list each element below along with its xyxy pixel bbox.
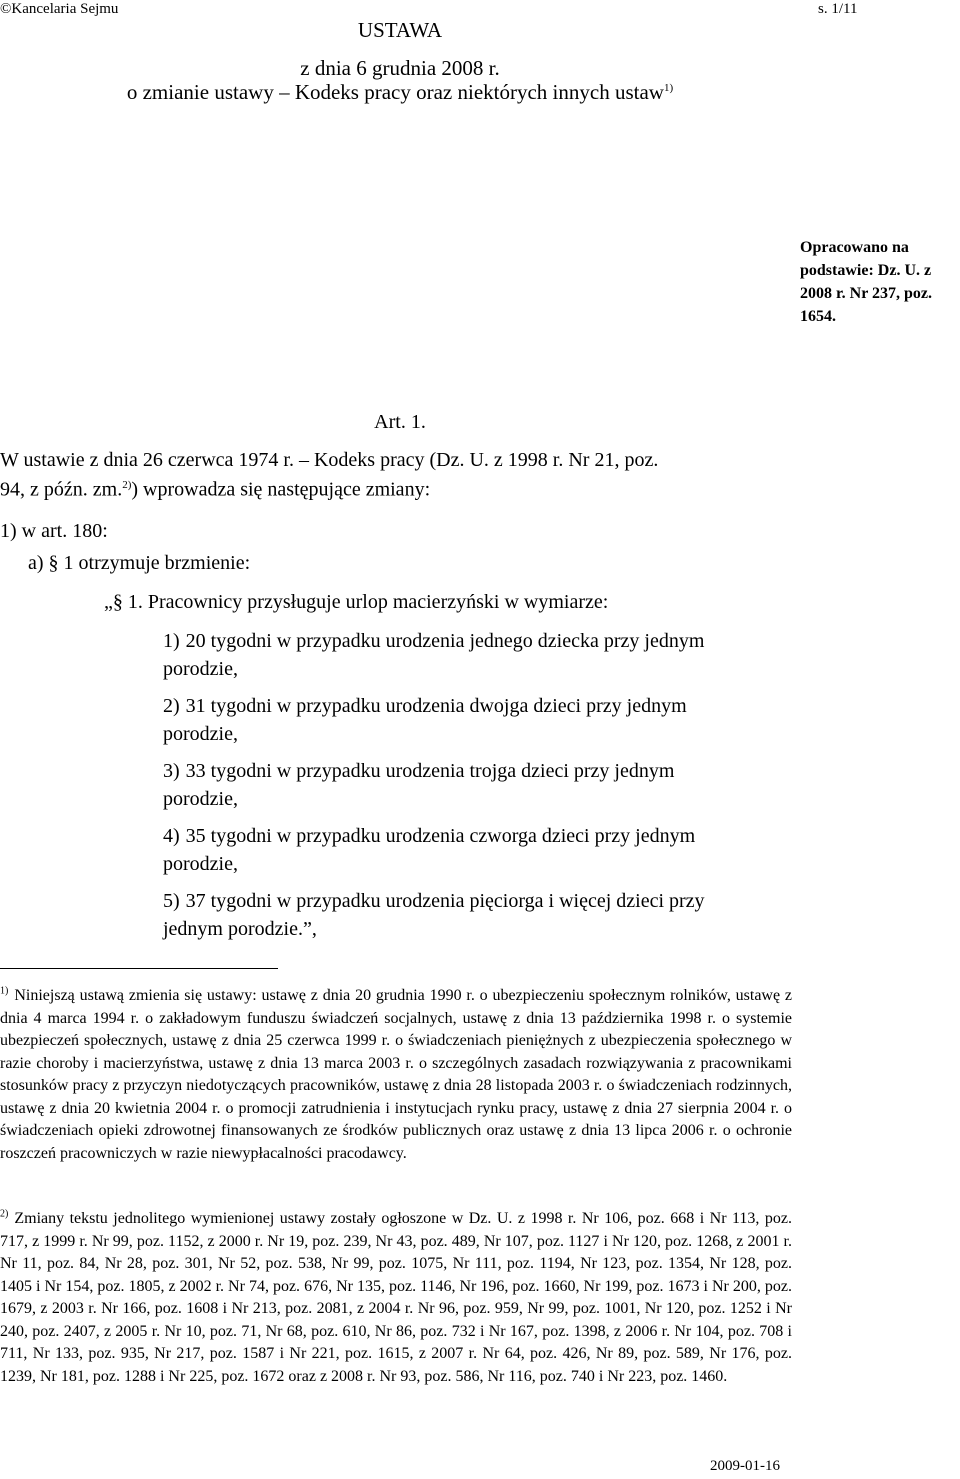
- list-item-text: 31 tygodni w przypadku urodzenia dwojga dzieci przy jednym: [185, 695, 687, 717]
- quoted-paragraph: „§ 1. Pracownicy przysługuje urlop macierzyński w wymiarze:: [104, 591, 609, 613]
- list-item-text: 35 tygodni w przypadku urodzenia czworga dzieci przy jednym: [185, 825, 696, 847]
- footnote-2-mark: 2): [0, 1208, 9, 1220]
- list-item-continuation: porodzie,: [163, 723, 238, 745]
- source-sidenote: Opracowano na podstawie: Dz. U. z 2008 r. Nr 237, poz. 1654.: [800, 239, 932, 325]
- list-item: [163, 757, 789, 813]
- article-intro-line2: [0, 473, 800, 502]
- article-intro-rest: ) wprowadza się następujące zmiany:: [131, 478, 431, 501]
- list-item-text: 20 tygodni w przypadku urodzenia jednego dziecka przy jednym: [185, 630, 705, 652]
- list-item: [163, 692, 789, 748]
- list-item-number: 2): [163, 695, 180, 717]
- list-item-number: 5): [163, 890, 180, 912]
- list-item-continuation: porodzie,: [163, 853, 238, 875]
- document-subject-text: o zmianie ustawy – Kodeks pracy oraz niektórych innych ustaw: [126, 80, 664, 104]
- footnote-ref-2: 2): [122, 479, 132, 491]
- article-intro-line1: W ustawie z dnia 26 czerwca 1974 r. – Kodeks pracy (Dz. U. z 1998 r. Nr 21, poz.: [0, 449, 659, 471]
- footnote-separator: [0, 968, 278, 969]
- point-1: 1) w art. 180:: [0, 520, 108, 542]
- list-item-continuation: porodzie,: [163, 658, 238, 680]
- document-subject: [0, 80, 800, 105]
- footnote-2: [0, 1208, 792, 1388]
- list-item: [163, 627, 789, 683]
- list-item: [163, 887, 789, 943]
- list-item-number: 1): [163, 630, 180, 652]
- header-page-number: s. 1/11: [818, 1, 858, 17]
- subpoint-a: a) § 1 otrzymuje brzmienie:: [28, 552, 251, 574]
- list-item-continuation: jednym porodzie.”,: [163, 918, 317, 940]
- document-kind: USTAWA: [357, 18, 443, 42]
- footnote-1: [0, 985, 792, 1165]
- footnote-2-text: Zmiany tekstu jednolitego wymienionej ustawy zostały ogłoszone w Dz. U. z 1998 r. Nr 106, poz. 668 i Nr 113, poz. 717, z 1999 r. Nr 99, poz. 1152, z 2000 r. Nr 19, poz. 239, Nr 43, poz. 489, Nr 107, poz. 1127 i Nr 120, poz. 1268, z 2001 r. Nr 11, poz. 84, Nr 28, poz. 301, Nr 52, poz. 538, Nr 99, poz. 1075, Nr 111, poz. 1194, Nr 123, poz. 1354, Nr 128, poz. 1405 i Nr 154, poz. 1805, z 2002 r. Nr 74, poz. 676, Nr 135, poz. 1146, Nr 196, poz. 1660, Nr 199, poz. 1673 i Nr 200, poz. 1679, z 2003 r. Nr 166, poz. 1608 i Nr 213, poz. 2081, z 2004 r. Nr 96, poz. 959, Nr 99, poz. 1001, Nr 120, poz. 1252 i Nr 240, poz. 2407, z 2005 r. Nr 10, poz. 71, Nr 68, poz. 610, Nr 86, poz. 732 i Nr 167, poz. 1398, z 2006 r. Nr 104, poz. 708 i 711, Nr 133, poz. 935, Nr 217, poz. 1587 i Nr 221, poz. 1615, z 2007 r. Nr 64, poz. 426, Nr 89, poz. 589, Nr 176, poz. 1239, Nr 181, poz. 1288 i Nr 225, poz. 1672 oraz z 2008 r. Nr 93, poz. 586, Nr 116, poz. 740 i Nr 223, poz. 1460.: [0, 1210, 792, 1385]
- footnote-1-text: Niniejszą ustawą zmienia się ustawy: ustawę z dnia 20 grudnia 1990 r. o ubezpieczeniu społecznym rolników, ustawę z dnia 4 marca 1994 r. o zakładowym funduszu świadczeń socjalnych, ustawę z dnia 13 października 1998 r. o systemie ubezpieczeń społecznych, ustawę z dnia 25 czerwca 1999 r. o świadczeniach pieniężnych z ubezpieczenia społecznego w razie choroby i macierzyństwa, ustawę z dnia 13 marca 2003 r. o szczególnych zasadach rozwiązywania z pracownikami stosunków pracy z przyczyn niedotyczących pracowników, ustawę z dnia 28 listopada 2003 r. o świadczeniach rodzinnych, ustawę z dnia 20 kwietnia 2004 r. o promocji zatrudnienia i instytucjach rynku pracy, ustawę z dnia 27 sierpnia 2004 r. o świadczeniach opieki zdrowotnej finansowanych ze środków publicznych oraz ustawę z dnia 13 lipca 2006 r. o ochronie roszczeń pracowniczych w razie niewypłacalności pracodawcy.: [0, 987, 792, 1162]
- article-heading: Art. 1.: [374, 411, 426, 433]
- list-item-number: 3): [163, 760, 180, 782]
- list-item: [163, 822, 789, 878]
- list-item-text: 37 tygodni w przypadku urodzenia pięciorga i więcej dzieci przy: [185, 890, 705, 912]
- footnote-1-mark: 1): [0, 985, 9, 997]
- document-date: z dnia 6 grudnia 2008 r.: [300, 56, 500, 80]
- list-item-text: 33 tygodni w przypadku urodzenia trojga dzieci przy jednym: [185, 760, 675, 782]
- list-item-continuation: porodzie,: [163, 788, 238, 810]
- footer-date: 2009-01-16: [710, 1458, 780, 1474]
- footnote-ref-1: 1): [663, 82, 674, 94]
- article-intro-text: 94, z późn. zm.: [0, 478, 123, 501]
- list-item-number: 4): [163, 825, 180, 847]
- header-source: ©Kancelaria Sejmu: [0, 1, 119, 17]
